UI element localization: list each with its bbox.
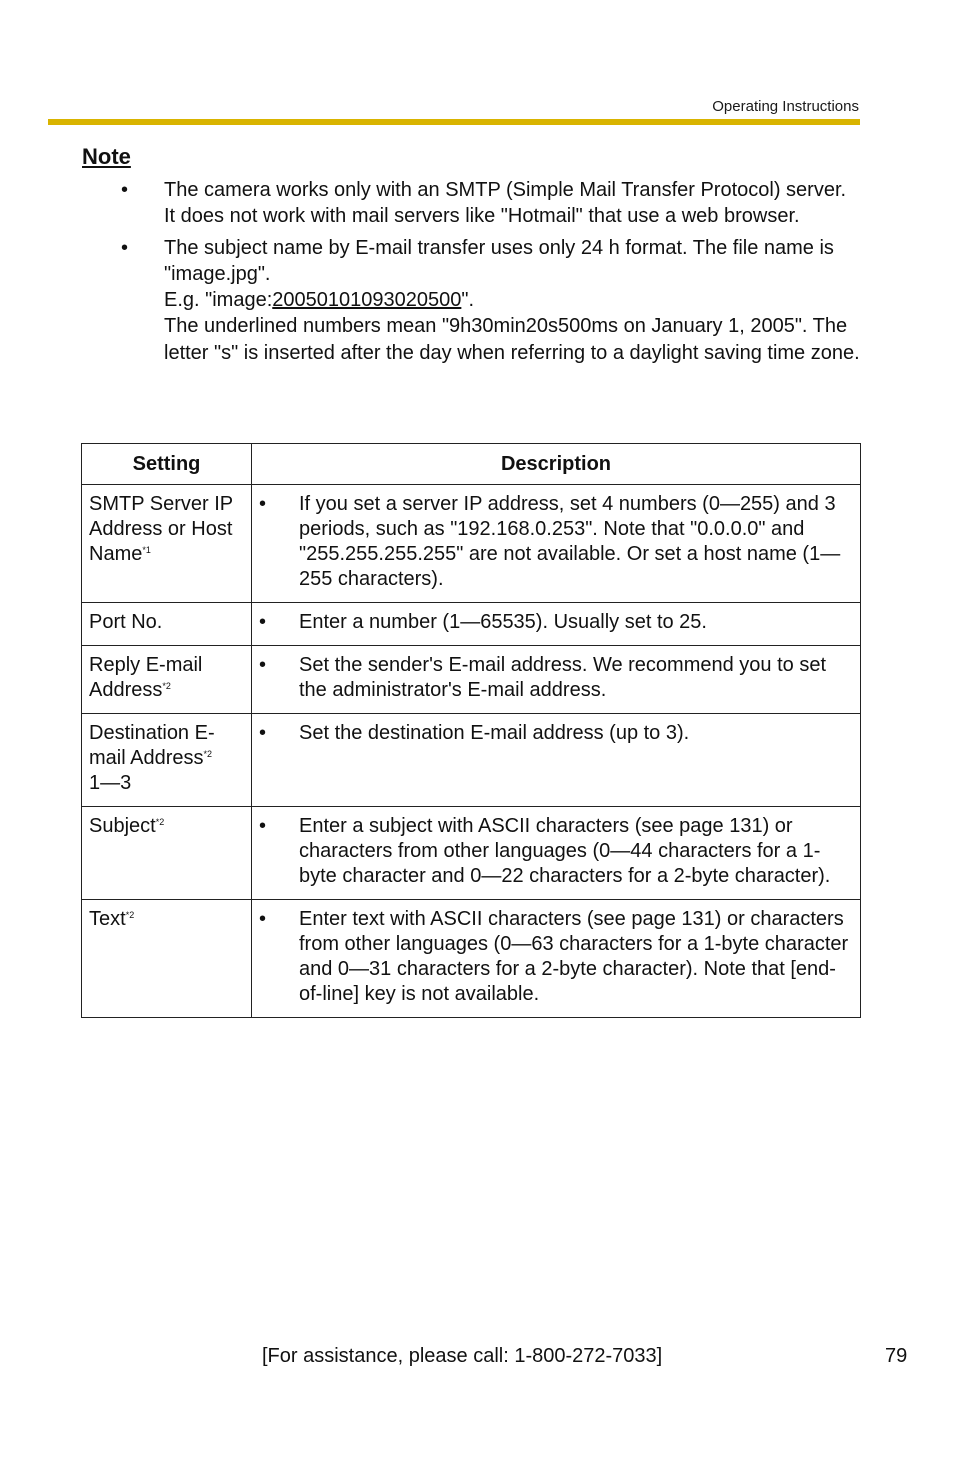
bullet: •	[259, 815, 267, 837]
note-item	[0, 177, 954, 230]
table-row	[82, 603, 861, 646]
header-rule	[48, 119, 860, 125]
bullet: •	[259, 722, 267, 744]
example-underlined-number: 20050101093020500	[272, 289, 462, 312]
table-row	[82, 807, 861, 900]
setting-name: Subject	[89, 815, 156, 837]
setting-name: SMTP Server IP Address or Host Name	[89, 493, 233, 565]
setting-cell	[82, 714, 252, 807]
footnote-marker: *2	[203, 749, 213, 759]
description-cell	[252, 646, 861, 714]
description-text: If you set a server IP address, set 4 numbers (0—255) and 3 periods, such as "192.168.0.253". Note that "0.0.0.0" and "255.255.255.255" are not available. Or set a host name (1—255 characters).	[299, 493, 841, 590]
setting-range: 1—3	[89, 772, 132, 794]
example-prefix: E.g. "image:	[164, 289, 273, 312]
bullet: •	[259, 654, 267, 676]
setting-cell	[82, 485, 252, 603]
table-row	[82, 714, 861, 807]
setting-name: Text	[89, 908, 126, 930]
note-item	[0, 235, 954, 366]
setting-cell	[82, 807, 252, 900]
description-text: Set the destination E-mail address (up to 3).	[299, 722, 690, 744]
footnote-marker: *1	[142, 545, 151, 555]
note-item-body	[164, 235, 860, 366]
description-cell	[252, 603, 861, 646]
description-cell	[252, 485, 861, 603]
description-cell	[252, 714, 861, 807]
setting-cell	[82, 603, 252, 646]
table-row	[82, 900, 861, 1018]
bullet: •	[259, 493, 267, 515]
footnote-marker: *2	[125, 910, 135, 920]
description-cell	[252, 900, 861, 1018]
description-cell	[252, 807, 861, 900]
footnote-marker: *2	[155, 817, 165, 827]
note-list	[0, 177, 954, 371]
table-row	[82, 646, 861, 714]
table-header-row	[82, 444, 861, 485]
description-text: Set the sender's E-mail address. We recommend you to set the administrator's E-mail address.	[299, 654, 827, 701]
page-number: 79	[885, 1345, 908, 1367]
setting-name: Port No.	[89, 611, 163, 633]
column-header-description: Description	[252, 444, 861, 485]
column-header-setting: Setting	[82, 444, 252, 485]
note-line-explanation: The underlined numbers mean "9h30min20s500ms on January 1, 2005". The letter "s" is inserted after the day when referring to a daylight saving time zone.	[164, 315, 860, 364]
example-suffix: ".	[461, 289, 475, 312]
running-header: Operating Instructions	[712, 98, 859, 115]
assistance-footer: [For assistance, please call: 1-800-272-7033]	[262, 1345, 663, 1367]
settings-table	[81, 443, 861, 1018]
description-text: Enter text with ASCII characters (see page 131) or characters from other languages (0—63 characters for a 1-byte character and 0—31 characters for a 2-byte character). Note that [end-of-line] key is not available.	[299, 908, 849, 1005]
note-heading: Note	[82, 144, 131, 169]
setting-cell	[82, 900, 252, 1018]
bullet: •	[121, 236, 129, 259]
note-item-text: The camera works only with an SMTP (Simple Mail Transfer Protocol) server. It does not work with mail servers like "Hotmail" that use a web browser.	[164, 179, 847, 228]
table-row	[82, 485, 861, 603]
setting-name: Destination E-mail Address	[89, 722, 215, 769]
note-line-example	[164, 287, 860, 313]
description-text: Enter a number (1—65535). Usually set to 25.	[299, 611, 707, 633]
note-line-format: The subject name by E-mail transfer uses only 24 h format. The file name is "image.jpg".	[164, 236, 834, 285]
description-text: Enter a subject with ASCII characters (see page 131) or characters from other languages (0—44 characters for a 1-byte character and 0—22 characters for a 2-byte character).	[299, 815, 831, 887]
bullet: •	[259, 611, 267, 633]
bullet: •	[121, 179, 129, 201]
footnote-marker: *2	[162, 681, 171, 691]
setting-cell	[82, 646, 252, 714]
bullet: •	[259, 908, 267, 930]
setting-name: Reply E-mail Address	[89, 654, 203, 701]
